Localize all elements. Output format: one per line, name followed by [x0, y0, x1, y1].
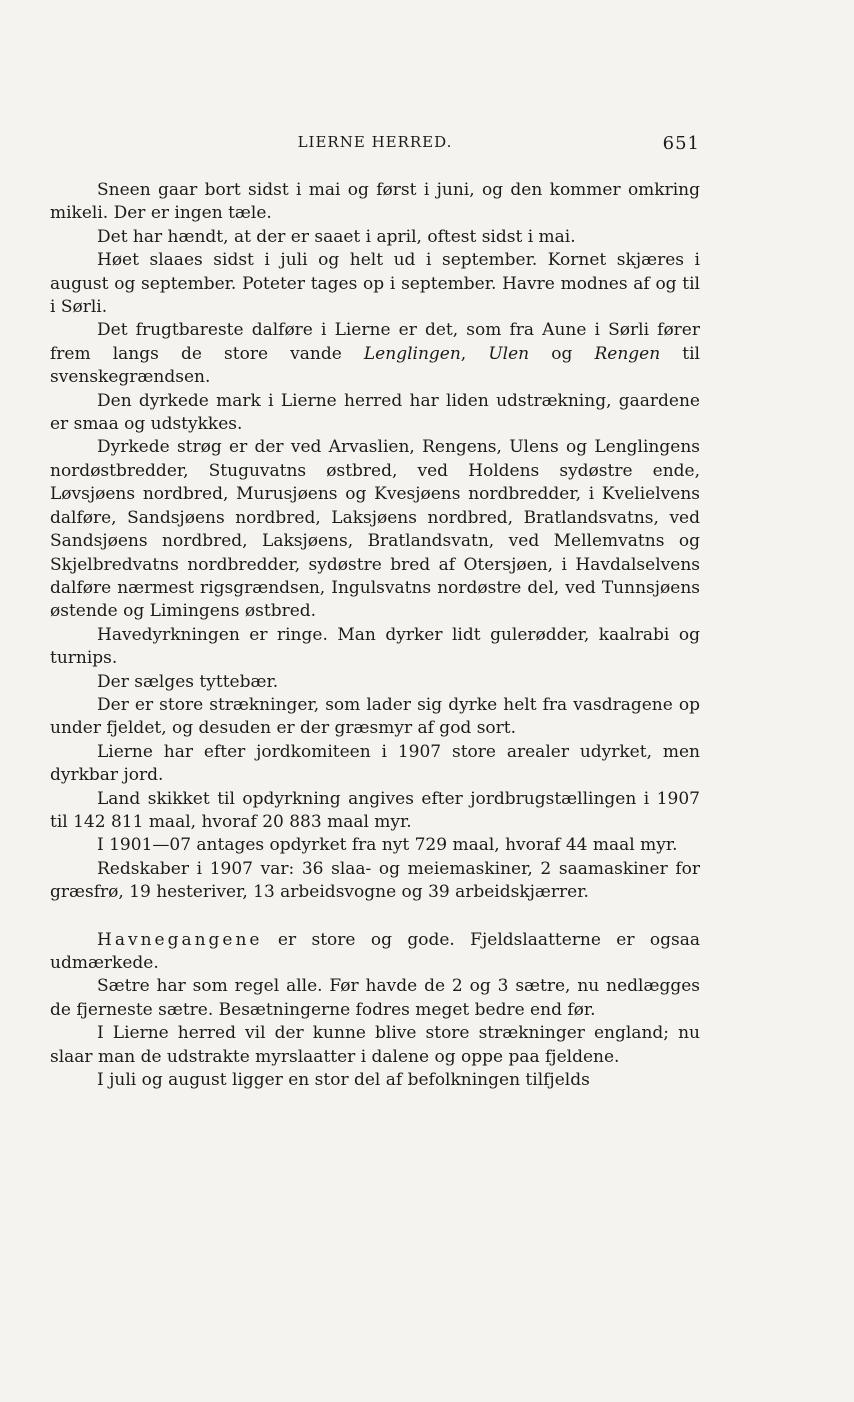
paragraph-harvest: Høet slaaes sidst i juli og helt ud i september. Kornet skjæres i august og september. Poteter tages op i september. Havre modnes af og til i Sørli. [50, 250, 700, 318]
paragraph-tracts: Der er store strækninger, som lader sig dyrke helt fra vasdragene op under fjeldet, og desuden er der græsmyr af god sort. [50, 694, 700, 739]
lake-rengen: Rengen [594, 343, 661, 364]
body-text [50, 179, 700, 1092]
lake-lenglingen: Lenglingen [363, 343, 461, 364]
pastures-text: er store og gode. Fjeldslaatterne er ogsaa udmærkede. [50, 929, 700, 973]
valley-separator-1: , [460, 343, 489, 364]
page-number: 651 [662, 133, 700, 154]
valley-text-start: Det frugtbareste dalføre i Lierne er det, som fra Aune i Sørli fører frem langs de store vande [50, 320, 700, 364]
page-header [50, 133, 700, 157]
paragraph-committee: Lierne har efter jordkomiteen i 1907 store arealer udyrket, men dyrkbar jord. [50, 741, 700, 786]
paragraph-snow: Sneen gaar bort sidst i mai og først i juni, og den kommer omkring mikeli. Der er ingen tæle. [50, 180, 700, 224]
paragraph-gardening: Havedyrkningen er ringe. Man dyrker lidt gulerødder, kaalrabi og turnips. [50, 624, 700, 669]
paragraph-valley [50, 319, 700, 389]
running-head: LIERNE HERRED. [297, 133, 453, 151]
paragraph-berries: Der sælges tyttebær. [97, 671, 279, 692]
paragraph-summer-farms: Sætre har som regel alle. Før havde de 2 og 3 sætre, nu nedlægges de fjerneste sætre. Besætningerne fodres meget bedre end før. [50, 976, 700, 1020]
paragraph-meadows: I Lierne herred vil der kunne blive store strækninger england; nu slaar man de udstrakte myrslaatter i dalene og oppe paa fjeldene. [50, 1023, 700, 1067]
paragraph-new-cultivation: I 1901—07 antages opdyrket fra nyt 729 maal, hvoraf 44 maal myr. [97, 835, 678, 856]
paragraph-pastures [50, 929, 700, 976]
paragraph-cultivated-areas: Dyrkede strøg er der ved Arvaslien, Rengens, Ulens og Lenglingens nordøstbredder, Stuguvatns østbred, ved Holdens sydøstre ende, Løvsjøens nordbred, Murusjøens og Kvesjøens nordbredder, i Kvelielvens dalføre, Sandsjøens nordbred, Laksjøens nordbred, Bratlandsvatns, ved Sandsjøens nordbred, Laksjøens, Bratlandsvatn, ved Mellemvatns og Skjelbredvatns nordbredder, sydøstre bred af Otersjøen, i Havdalselvens dalføre nærmest rigsgrændsen, Ingulsvatns nordøstre del, ved Tunnsjøens østende og Limingens østbred. [50, 437, 700, 622]
valley-text-end: til svenskegrændsen. [50, 343, 700, 388]
paragraph-implements: Redskaber i 1907 var: 36 slaa- og meiemaskiner, 2 saamaskiner for græsfrø, 19 hesteriver, 13 arbeidsvogne og 39 arbeidskjærrer. [50, 858, 700, 903]
lake-ulen: Ulen [488, 343, 530, 364]
paragraph-cultivated-land: Den dyrkede mark i Lierne herred har liden udstrækning, gaardene er smaa og udstykkes. [50, 390, 700, 435]
pastures-spaced-word: Havnegangene [97, 929, 263, 950]
section-gap [50, 905, 700, 929]
valley-separator-2: og [529, 343, 595, 364]
paragraph-sowing: Det har hændt, at der er saaet i april, oftest sidst i mai. [97, 226, 576, 247]
paragraph-land-fit: Land skikket til opdyrkning angives efter jordbrugstællingen i 1907 til 142 811 maal, hvoraf 20 883 maal myr. [50, 788, 700, 832]
paragraph-mountains: I juli og august ligger en stor del af befolkningen tilfjelds [97, 1070, 590, 1091]
